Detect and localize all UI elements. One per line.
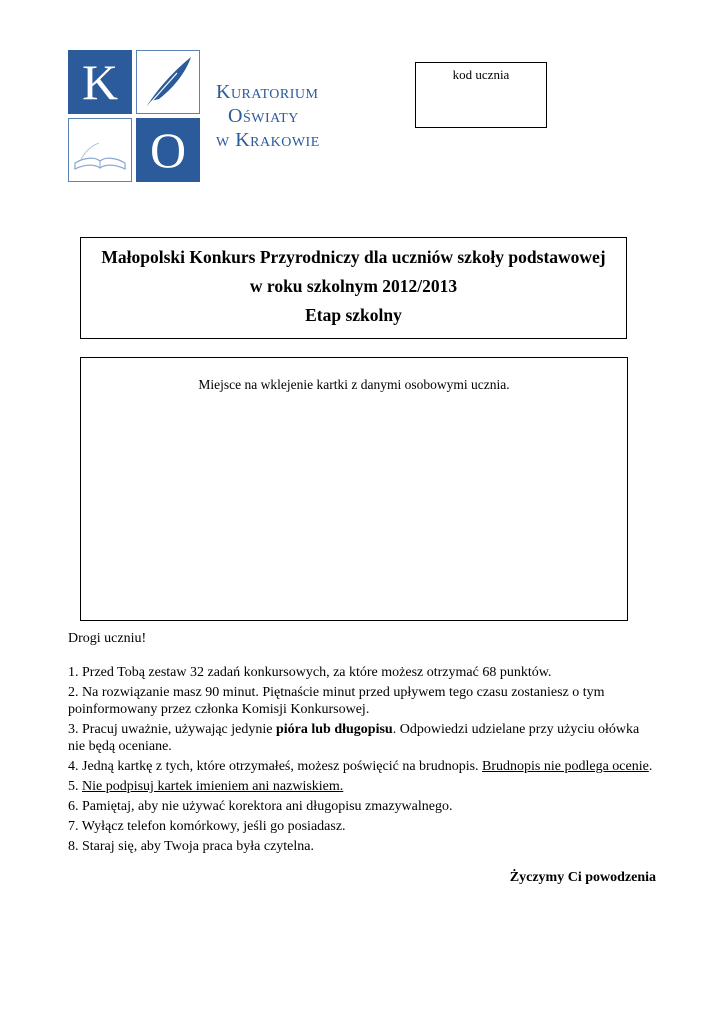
logo-text-line1: Kuratorium <box>216 81 319 103</box>
instruction-3-text-after: . Odpowiedzi udzielane przy użyciu ołówka nie będą oceniane. <box>68 722 640 754</box>
open-book-icon <box>69 119 130 180</box>
logo-wordmark <box>216 80 320 152</box>
instruction-4-text-before: 4. Jedną kartkę z tych, które otrzymałeś, możesz poświęcić na brudnopis. <box>68 759 483 774</box>
sticker-area-label: Miejsce na wklejenie kartki z danymi osobowymi ucznia. <box>198 377 510 392</box>
contest-title-line3: Etap szkolny <box>305 305 402 325</box>
instruction-5-underlined: Nie podpisuj kartek imieniem ani nazwiskiem. <box>82 779 344 794</box>
instruction-7: 7. Wyłącz telefon komórkowy, jeśli go posiadasz. <box>68 819 346 834</box>
contest-title-box <box>80 237 627 339</box>
greeting: Drogi uczniu! <box>68 631 147 646</box>
instruction-4 <box>68 758 658 775</box>
instruction-5-number: 5. <box>68 779 82 794</box>
personal-data-sticker-area[interactable] <box>80 357 628 621</box>
instruction-4-underlined: Brudnopis nie podlega ocenie <box>482 759 649 774</box>
student-code-label: kod ucznia <box>452 67 510 82</box>
instruction-3-text-before: 3. Pracuj uważnie, używając jedynie <box>68 722 276 737</box>
logo-tile-feather <box>136 50 200 114</box>
contest-title-line2: w roku szkolnym 2012/2013 <box>249 276 458 296</box>
logo-tile-book <box>68 118 132 182</box>
logo-letter-o: O <box>149 122 187 178</box>
logo-tile-k <box>68 50 132 114</box>
closing-wishes: Życzymy Ci powodzenia <box>509 870 656 885</box>
kuratorium-logo <box>68 50 334 186</box>
logo-text-line2: Oświaty <box>228 105 299 127</box>
feather-icon <box>137 51 198 112</box>
instruction-8: 8. Staraj się, aby Twoja praca była czytelna. <box>68 839 314 854</box>
logo-text-line3: w Krakowie <box>216 129 320 151</box>
instruction-3 <box>68 721 658 755</box>
instruction-1: 1. Przed Tobą zestaw 32 zadań konkursowych, za które możesz otrzymać 68 punktów. <box>68 665 552 680</box>
instruction-4-text-after: . <box>648 759 653 774</box>
instruction-2: 2. Na rozwiązanie masz 90 minut. Piętnaście minut przed upływem tego czasu zostaniesz o tym poinformowany przez członka Komisji Konkursowej. <box>68 685 605 717</box>
instruction-3-emphasis: pióra lub długopisu <box>275 722 393 737</box>
instruction-6: 6. Pamiętaj, aby nie używać korektora ani długopisu zmazywalnego. <box>68 799 453 814</box>
contest-title-line1: Małopolski Konkurs Przyrodniczy dla uczniów szkoły podstawowej <box>101 247 606 267</box>
instructions-list <box>68 664 658 858</box>
logo-letter-k: K <box>81 54 119 110</box>
student-code-box[interactable] <box>415 62 547 128</box>
instruction-5 <box>68 778 658 795</box>
logo-tile-o <box>136 118 200 182</box>
